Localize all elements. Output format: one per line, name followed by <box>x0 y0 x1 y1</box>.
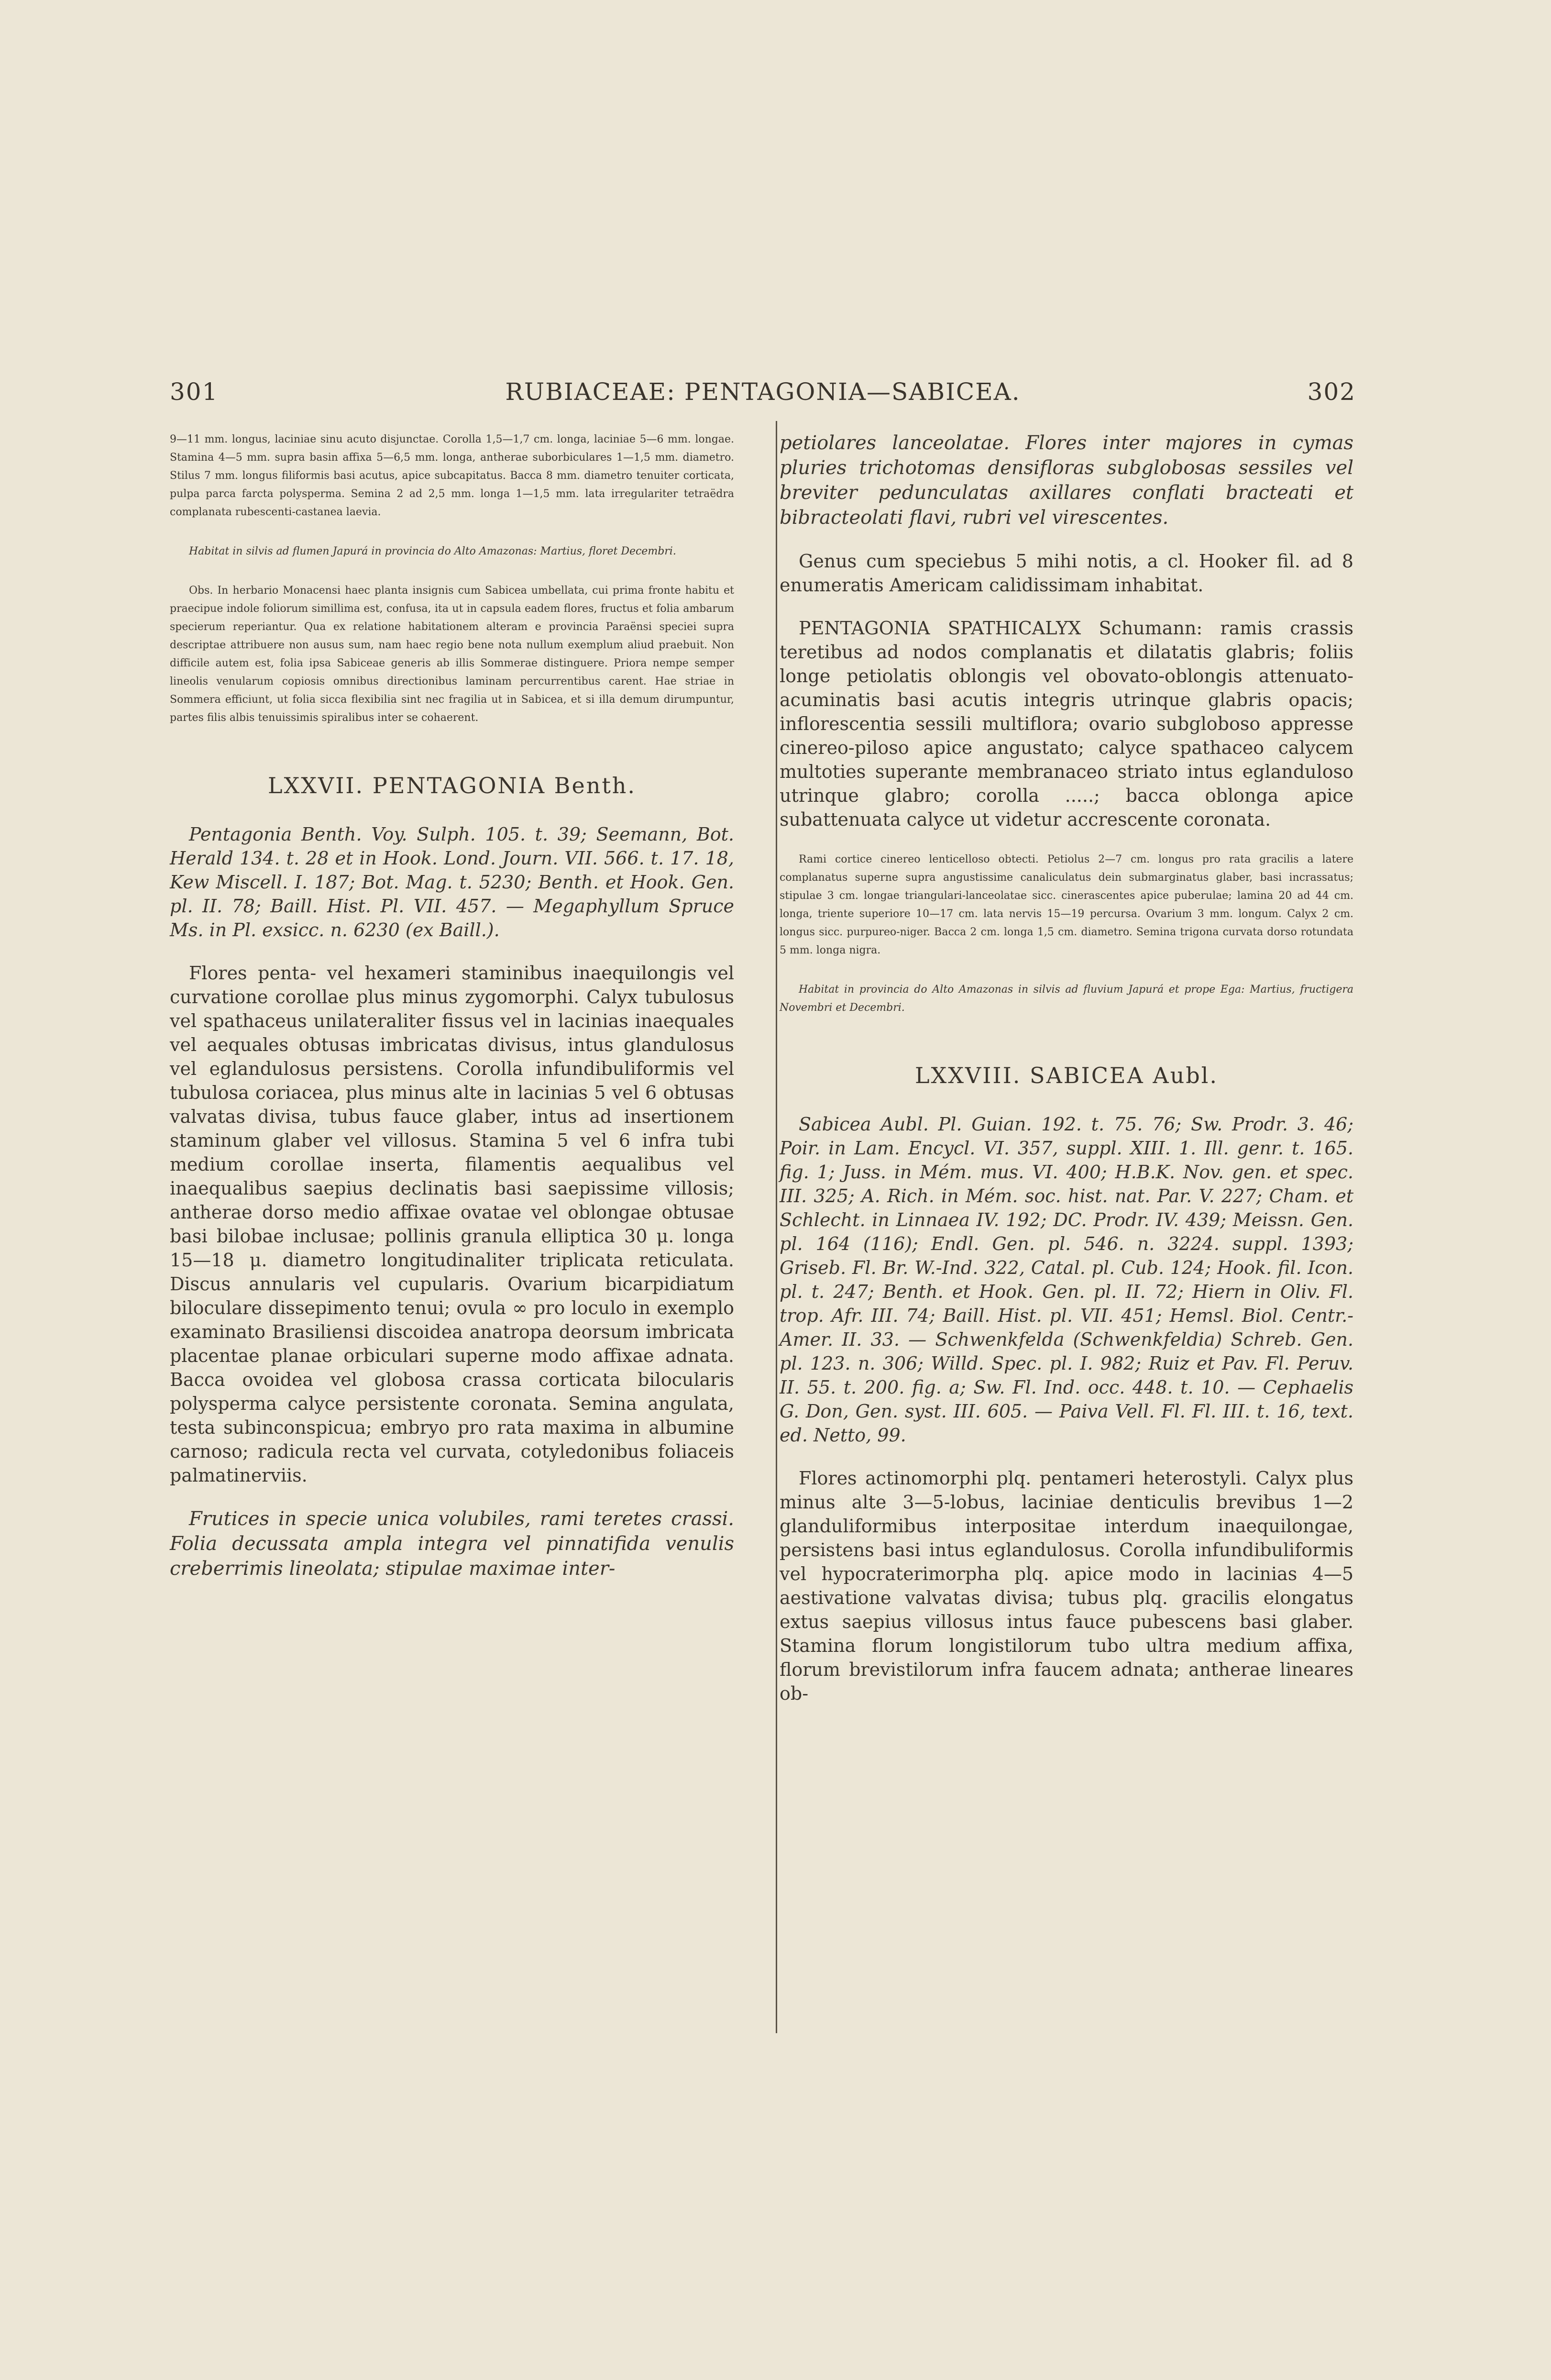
left-column <box>170 431 734 1600</box>
page-number-right: 302 <box>1307 378 1356 406</box>
description-continued: 9—11 mm. longus, laciniae sinu acuto disjunctae. Corolla 1,5—1,7 cm. longa, laciniae 5—6 mm. longae. Stamina 4—5 mm. supra basin affixa 5—6,5 mm. longa, antherae suborbiculares 1—1,5 mm. diametro. Stilus 7 mm. longus filiformis basi acutus, apice subcapitatus. Bacca 8 mm. diametro tenuiter corticata, pulpa parca farcta polysperma. Semina 2 ad 2,5 mm. longa 1—1,5 mm. lata irregulariter tetraëdra complanata rubescenti-castanea laevia. <box>170 433 734 518</box>
species-description: Rami cortice cinereo lenticelloso obtecti. Petiolus 2—7 cm. longus pro rata gracilis a latere complanatus superne supra angustissime canaliculatus dein submarginatus glaber, basi incrassatus; stipulae 3 cm. longae triangulari-lanceolatae sicc. cinerascentes apice puberulae; lamina 20 ad 44 cm. longa, triente superiore 10—17 cm. lata nervis 15—19 percursa. Ovarium 3 mm. longum. Calyx 2 cm. longus sicc. purpureo-niger. Bacca 2 cm. longa 1,5 cm. diametro. Semina trigona curvata dorso rotundata 5 mm. longa nigra. <box>780 853 1353 956</box>
column-divider <box>776 421 777 2033</box>
genus-distribution: Genus cum speciebus 5 mihi notis, a cl. Hooker fil. ad 8 enumeratis Americam calidissimam inhabitat. <box>780 551 1353 596</box>
page-number-left: 301 <box>170 378 219 406</box>
species-habitat: Habitat in provincia do Alto Amazonas in silvis ad fluvium Japurá et prope Ega: Martius, fructigera Novembri et Decembri. <box>780 984 1353 1014</box>
habit-continued: petiolares lanceolatae. Flores inter majores in cymas pluries trichotomas densifloras subglobosas sessiles vel breviter pedunculatas axillares conflati bracteati et bibracteolati flavi, rubri vel virescentes. <box>780 432 1353 529</box>
right-column <box>780 431 1353 1725</box>
running-title: RUBIACEAE: PENTAGONIA—SABICEA. <box>505 378 1021 406</box>
genus-heading-sabicea: LXXVIII. SABICEA Aubl. <box>915 1063 1218 1088</box>
genus-heading-pentagonia: LXXVII. PENTAGONIA Benth. <box>267 773 637 798</box>
sabicea-description: Flores actinomorphi plq. pentameri heterostyli. Calyx plus minus alte 3—5-lobus, laciniae denticulis brevibus 1—2 glanduliformibus interpositae interdum inaequilongae, persistens basi intus eglandulosus. Corolla infundibuliformis vel hypocraterimorpha plq. apice modo in lacinias 4—5 aestivatione valvatas divisa; tubus plq. gracilis elongatus extus saepius villosus intus fauce pubescens basi glaber. Stamina florum longistilorum tubo ultra medium affixa, florum brevistilorum infra faucem adnata; antherae lineares ob- <box>780 1468 1353 1704</box>
observation-note: Obs. In herbario Monacensi haec planta insignis cum Sabicea umbellata, cui prima fronte habitu et praecipue indole foliorum simillima est, confusa, ita ut in capsula eadem flores, fructus et folia ambarum specierum reperiantur. Qua ex relatione habitationem alteram e provincia Paraënsi speciei supra descriptae attribuere non ausus sum, nam haec regio bene nota nullum exemplum aliud praebuit. Non difficile autem est, folia ipsa Sabiceae generis ab illis Sommerae distinguere. Priora nempe semper lineolis venularum copiosis omnibus directionibus laminam percurrentibus carent. Hae striae in Sommera efficiunt, ut folia sicca flexibilia sint nec fragilia ut in Sabicea, et si illa demum dirumpuntur, partes filis albis tenuissimis spiralibus inter se cohaerent. <box>170 585 734 724</box>
pentagonia-references: Pentagonia Benth. Voy. Sulph. 105. t. 39; Seemann, Bot. Herald 134. t. 28 et in Hook. Lond. Journ. VII. 566. t. 17. 18, Kew Miscell. I. 187; Bot. Mag. t. 5230; Benth. et Hook. Gen. pl. II. 78; Baill. Hist. Pl. VII. 457. — Megaphyllum Spruce Ms. in Pl. exsicc. n. 6230 (ex Baill.). <box>170 824 734 941</box>
pentagonia-habit: Frutices in specie unica volubiles, rami teretes crassi. Folia decussata ampla integra vel pinnatifida venulis creberrimis lineolata; stipulae maximae inter- <box>170 1508 734 1580</box>
species-diagnosis: PENTAGONIA SPATHICALYX Schumann: ramis crassis teretibus ad nodos complanatis et dilatatis glabris; foliis longe petiolatis oblongis vel obovato-oblongis attenuato-acuminatis basi acutis integris utrinque glabris opacis; inflorescentia sessili multiflora; ovario subgloboso appresse cinereo-piloso apice angustato; calyce spathaceo calycem multoties superante membranaceo striato intus eglanduloso utrinque glabro; corolla .....; bacca oblonga apice subattenuata calyce ut videtur accrescente coronata. <box>780 618 1353 830</box>
running-header <box>170 378 1356 411</box>
sabicea-references: Sabicea Aubl. Pl. Guian. 192. t. 75. 76; Sw. Prodr. 3. 46; Poir. in Lam. Encycl. VI. 357, suppl. XIII. 1. Ill. genr. t. 165. fig. 1; Juss. in Mém. mus. VI. 400; H.B.K. Nov. gen. et spec. III. 325; A. Rich. in Mém. soc. hist. nat. Par. V. 227; Cham. et Schlecht. in Linnaea IV. 192; DC. Prodr. IV. 439; Meissn. Gen. pl. 164 (116); Endl. Gen. pl. 546. n. 3224. suppl. 1393; Griseb. Fl. Br. W.-Ind. 322, Catal. pl. Cub. 124; Hook. fil. Icon. pl. t. 247; Benth. et Hook. Gen. pl. II. 72; Hiern in Oliv. Fl. trop. Afr. III. 74; Baill. Hist. pl. VII. 451; Hemsl. Biol. Centr.-Amer. II. 33. — Schwenkfelda (Schwenkfeldia) Schreb. Gen. pl. 123. n. 306; Willd. Spec. pl. I. 982; Ruiz et Pav. Fl. Peruv. II. 55. t. 200. fig. a; Sw. Fl. Ind. occ. 448. t. 10. — Cephaelis G. Don, Gen. syst. III. 605. — Paiva Vell. Fl. Fl. III. t. 16, text. ed. Netto, 99. <box>780 1114 1353 1446</box>
pentagonia-description: Flores penta- vel hexameri staminibus inaequilongis vel curvatione corollae plus minus zygomorphi. Calyx tubulosus vel spathaceus unilateraliter fissus vel in lacinias inaequales vel aequales obtusas imbricatas divisus, intus glandulosus vel eglandulosus persistens. Corolla infundibuliformis vel tubulosa coriacea, plus minus alte in lacinias 5 vel 6 obtusas valvatas divisa, tubus fauce glaber, intus ad insertionem staminum glaber vel villosus. Stamina 5 vel 6 infra tubi medium corollae inserta, filamentis aequalibus vel inaequalibus saepius declinatis basi saepissime villosis; antherae dorso medio affixae ovatae vel oblongae obtusae basi bilobae inclusae; pollinis granula elliptica 30 μ. longa 15—18 μ. diametro longitudinaliter triplicata reticulata. Discus annularis vel cupularis. Ovarium bicarpidiatum biloculare dissepimento tenui; ovula ∞ pro loculo in exemplo examinato Brasiliensi discoidea anatropa deorsum imbricata placentae planae orbiculari superne modo affixae adnata. Bacca ovoidea vel globosa crassa corticata bilocularis polysperma calyce persistente coronata. Semina angulata, testa subinconspicua; embryo pro rata maxima in albumine carnoso; radicula recta vel curvata, cotyledonibus foliaceis palmatinerviis. <box>170 963 734 1486</box>
habitat-note: Habitat in silvis ad flumen Japurá in provincia do Alto Amazonas: Martius, floret Decembri. <box>189 545 676 557</box>
